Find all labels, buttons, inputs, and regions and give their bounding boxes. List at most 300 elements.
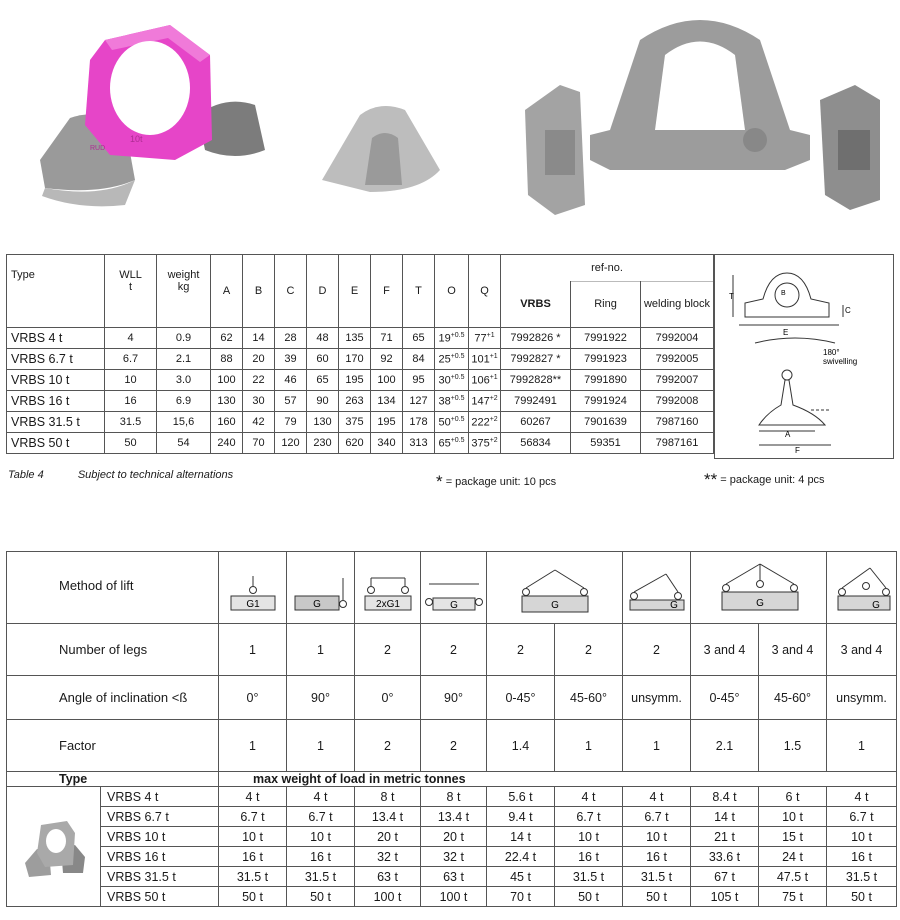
header-t: T bbox=[403, 255, 435, 328]
spec-cell-t: 65 bbox=[403, 328, 435, 349]
spec-cell-c: 39 bbox=[275, 349, 307, 370]
spec-value-q: 101 bbox=[471, 353, 490, 366]
spec-value-q: 106 bbox=[471, 374, 490, 387]
spec-tolerance-q: +1 bbox=[486, 331, 495, 339]
lift-icon-2 bbox=[287, 552, 355, 624]
spec-cell-q bbox=[469, 370, 501, 391]
spec-cell-d: 130 bbox=[307, 412, 339, 433]
load-cell: 10 t bbox=[287, 827, 355, 847]
factor-cell: 2.1 bbox=[691, 720, 759, 772]
load-cell: 10 t bbox=[555, 827, 623, 847]
spec-cell-b: 42 bbox=[243, 412, 275, 433]
load-cell: 31.5 t bbox=[555, 867, 623, 887]
factor-cell: 1 bbox=[827, 720, 897, 772]
load-cell: 4 t bbox=[623, 787, 691, 807]
load-cell: 6.7 t bbox=[287, 807, 355, 827]
factor-cell: 1 bbox=[623, 720, 691, 772]
load-cell: 20 t bbox=[355, 827, 421, 847]
load-cell: 67 t bbox=[691, 867, 759, 887]
lift-icon-3 bbox=[355, 552, 421, 624]
spec-cell-q bbox=[469, 433, 501, 454]
spec-cell-f: 92 bbox=[371, 349, 403, 370]
load-type: VRBS 10 t bbox=[101, 827, 219, 847]
package-note-2 bbox=[704, 470, 825, 490]
spec-vrbs-ref: 60267 bbox=[501, 412, 571, 433]
spec-tolerance-q: +1 bbox=[489, 373, 498, 381]
spec-value-q: 222 bbox=[471, 416, 490, 429]
load-cell: 15 t bbox=[759, 827, 827, 847]
spec-cell-d: 60 bbox=[307, 349, 339, 370]
spec-cell-f: 195 bbox=[371, 412, 403, 433]
angle-label: Angle of inclination <ß bbox=[7, 676, 219, 720]
load-cell: 70 t bbox=[487, 887, 555, 907]
load-cell: 31.5 t bbox=[827, 867, 897, 887]
load-cell: 20 t bbox=[421, 827, 487, 847]
spec-row bbox=[7, 391, 714, 412]
load-cell: 6.7 t bbox=[623, 807, 691, 827]
header-f: F bbox=[371, 255, 403, 328]
header-c: C bbox=[275, 255, 307, 328]
header-ref-no: ref-no. bbox=[501, 255, 714, 282]
spec-ring-ref: 7901639 bbox=[571, 412, 641, 433]
factor-label: Factor bbox=[7, 720, 219, 772]
spec-type: VRBS 10 t bbox=[7, 370, 105, 391]
icon-label: G bbox=[550, 600, 559, 611]
load-cell: 32 t bbox=[421, 847, 487, 867]
spec-cell-e: 375 bbox=[339, 412, 371, 433]
lift-table bbox=[6, 551, 897, 907]
spec-tolerance-o: +0.5 bbox=[450, 394, 465, 402]
spec-cell-b: 20 bbox=[243, 349, 275, 370]
spec-ring-ref: 7991922 bbox=[571, 328, 641, 349]
product-photos bbox=[0, 0, 900, 240]
spec-tolerance-o: +0.5 bbox=[450, 331, 465, 339]
spec-cell-e: 170 bbox=[339, 349, 371, 370]
spec-type: VRBS 31.5 t bbox=[7, 412, 105, 433]
spec-tolerance-o: +0.5 bbox=[450, 436, 465, 444]
spec-cell-weight: 3.0 bbox=[157, 370, 211, 391]
load-cell: 50 t bbox=[287, 887, 355, 907]
legs-cell: 1 bbox=[287, 624, 355, 676]
factor-cell: 1 bbox=[555, 720, 623, 772]
spec-cell-q bbox=[469, 328, 501, 349]
load-cell: 5.6 t bbox=[487, 787, 555, 807]
spec-welding-ref: 7992007 bbox=[641, 370, 714, 391]
load-cell: 14 t bbox=[691, 807, 759, 827]
icon-label: G bbox=[669, 600, 678, 611]
spec-value-o: 65 bbox=[438, 437, 451, 450]
factor-cell: 1.5 bbox=[759, 720, 827, 772]
header-weight bbox=[157, 255, 211, 328]
spec-vrbs-ref: 7992491 bbox=[501, 391, 571, 412]
load-cell: 10 t bbox=[827, 827, 897, 847]
legs-cell: 3 and 4 bbox=[691, 624, 759, 676]
spec-value-o: 30 bbox=[438, 374, 451, 387]
lift-method-diagram bbox=[221, 556, 285, 616]
spec-cell-a: 62 bbox=[211, 328, 243, 349]
star-1-text: = package unit: 10 pcs bbox=[445, 475, 557, 488]
spec-cell-wll: 6.7 bbox=[105, 349, 157, 370]
spec-cell-q bbox=[469, 391, 501, 412]
angle-cell: 0° bbox=[219, 676, 287, 720]
wll-mark: 10t bbox=[130, 134, 143, 144]
load-cell: 50 t bbox=[827, 887, 897, 907]
spec-table-body bbox=[7, 328, 714, 454]
drawing-label-c: C bbox=[845, 306, 851, 315]
icon-label: G bbox=[312, 599, 321, 610]
spec-cell-a: 240 bbox=[211, 433, 243, 454]
spec-cell-e: 620 bbox=[339, 433, 371, 454]
load-row bbox=[7, 867, 897, 887]
spec-ring-ref: 7991890 bbox=[571, 370, 641, 391]
header-wll bbox=[105, 255, 157, 328]
load-cell: 47.5 t bbox=[759, 867, 827, 887]
spec-value-q: 375 bbox=[471, 437, 490, 450]
load-cell: 22.4 t bbox=[487, 847, 555, 867]
header-e: E bbox=[339, 255, 371, 328]
angle-cell: 45-60° bbox=[759, 676, 827, 720]
load-cell: 45 t bbox=[487, 867, 555, 887]
legs-cell: 3 and 4 bbox=[827, 624, 897, 676]
load-cell: 100 t bbox=[421, 887, 487, 907]
load-cell: 105 t bbox=[691, 887, 759, 907]
spec-cell-c: 57 bbox=[275, 391, 307, 412]
vrbs-thumbnail bbox=[7, 787, 101, 907]
welding-block-photo bbox=[322, 106, 440, 192]
spec-tolerance-q: +2 bbox=[489, 436, 498, 444]
star-1: * bbox=[436, 472, 443, 491]
load-cell: 6.7 t bbox=[219, 807, 287, 827]
spec-cell-f: 340 bbox=[371, 433, 403, 454]
load-cell: 63 t bbox=[421, 867, 487, 887]
spec-cell-weight: 2.1 bbox=[157, 349, 211, 370]
load-cell: 16 t bbox=[219, 847, 287, 867]
spec-cell-t: 84 bbox=[403, 349, 435, 370]
load-cell: 21 t bbox=[691, 827, 759, 847]
load-cell: 63 t bbox=[355, 867, 421, 887]
lift-icon-6 bbox=[623, 552, 691, 624]
header-d: D bbox=[307, 255, 339, 328]
lift-icon-1 bbox=[219, 552, 287, 624]
drawing-label-e: E bbox=[783, 328, 789, 337]
load-cell: 31.5 t bbox=[287, 867, 355, 887]
load-type: VRBS 6.7 t bbox=[101, 807, 219, 827]
spec-cell-o bbox=[435, 391, 469, 412]
technical-drawing bbox=[714, 254, 894, 459]
spec-cell-d: 48 bbox=[307, 328, 339, 349]
weight-unit: kg bbox=[177, 281, 190, 293]
spec-type: VRBS 50 t bbox=[7, 433, 105, 454]
spec-vrbs-ref: 7992828** bbox=[501, 370, 571, 391]
spec-cell-o bbox=[435, 412, 469, 433]
spec-cell-a: 100 bbox=[211, 370, 243, 391]
load-cell: 31.5 t bbox=[623, 867, 691, 887]
spec-cell-t: 178 bbox=[403, 412, 435, 433]
load-cell: 16 t bbox=[623, 847, 691, 867]
spec-cell-b: 22 bbox=[243, 370, 275, 391]
spec-cell-weight: 6.9 bbox=[157, 391, 211, 412]
angle-cell: unsymm. bbox=[827, 676, 897, 720]
legs-cell: 1 bbox=[219, 624, 287, 676]
load-type: VRBS 50 t bbox=[101, 887, 219, 907]
load-cell: 13.4 t bbox=[421, 807, 487, 827]
type-label: Type bbox=[7, 772, 219, 787]
star-2-text: = package unit: 4 pcs bbox=[720, 473, 825, 486]
load-row bbox=[7, 787, 897, 807]
load-row bbox=[7, 827, 897, 847]
spec-tolerance-o: +0.5 bbox=[450, 352, 465, 360]
load-cell: 6.7 t bbox=[827, 807, 897, 827]
load-cell: 8 t bbox=[421, 787, 487, 807]
angle-cell: 90° bbox=[287, 676, 355, 720]
spec-tolerance-q: +1 bbox=[489, 352, 498, 360]
load-row bbox=[7, 807, 897, 827]
max-load-label: max weight of load in metric tonnes bbox=[219, 772, 897, 787]
lift-method-diagram bbox=[289, 556, 353, 616]
spec-cell-q bbox=[469, 412, 501, 433]
load-cell: 16 t bbox=[287, 847, 355, 867]
angle-cell: 90° bbox=[421, 676, 487, 720]
spec-cell-d: 90 bbox=[307, 391, 339, 412]
spec-cell-weight: 0.9 bbox=[157, 328, 211, 349]
method-of-lift-label: Method of lift bbox=[7, 552, 219, 624]
load-cell: 100 t bbox=[355, 887, 421, 907]
package-note-1 bbox=[436, 472, 556, 492]
spec-cell-o bbox=[435, 370, 469, 391]
load-cell: 31.5 t bbox=[219, 867, 287, 887]
spec-cell-e: 135 bbox=[339, 328, 371, 349]
spec-cell-d: 230 bbox=[307, 433, 339, 454]
load-cell: 4 t bbox=[827, 787, 897, 807]
legs-cell: 3 and 4 bbox=[759, 624, 827, 676]
spec-cell-wll: 50 bbox=[105, 433, 157, 454]
load-cell: 6.7 t bbox=[555, 807, 623, 827]
load-cell: 16 t bbox=[827, 847, 897, 867]
spec-cell-b: 14 bbox=[243, 328, 275, 349]
spec-vrbs-ref: 7992826 * bbox=[501, 328, 571, 349]
spec-cell-t: 95 bbox=[403, 370, 435, 391]
spec-cell-weight: 54 bbox=[157, 433, 211, 454]
spec-cell-o bbox=[435, 328, 469, 349]
lift-icon-5 bbox=[487, 552, 623, 624]
spec-cell-e: 195 bbox=[339, 370, 371, 391]
spec-welding-ref: 7987161 bbox=[641, 433, 714, 454]
legs-cell: 2 bbox=[487, 624, 555, 676]
spec-tolerance-q: +2 bbox=[489, 415, 498, 423]
spec-cell-t: 127 bbox=[403, 391, 435, 412]
header-type: Type bbox=[7, 255, 105, 328]
lift-icon-8 bbox=[827, 552, 897, 624]
spec-value-q: 147 bbox=[471, 395, 490, 408]
header-ring: Ring bbox=[571, 281, 641, 327]
vrbs-assembled-photo bbox=[40, 25, 265, 206]
spec-cell-wll: 10 bbox=[105, 370, 157, 391]
load-row bbox=[7, 887, 897, 907]
drawing-label-t: T bbox=[729, 292, 734, 301]
load-cell: 4 t bbox=[219, 787, 287, 807]
angle-row bbox=[7, 676, 897, 720]
spec-value-o: 25 bbox=[438, 353, 451, 366]
load-cell: 50 t bbox=[219, 887, 287, 907]
load-cell: 9.4 t bbox=[487, 807, 555, 827]
spec-tolerance-o: +0.5 bbox=[450, 373, 465, 381]
spec-row bbox=[7, 433, 714, 454]
spec-type: VRBS 6.7 t bbox=[7, 349, 105, 370]
load-cell: 10 t bbox=[759, 807, 827, 827]
legs-row bbox=[7, 624, 897, 676]
factor-cell: 1.4 bbox=[487, 720, 555, 772]
spec-cell-c: 120 bbox=[275, 433, 307, 454]
spec-cell-f: 134 bbox=[371, 391, 403, 412]
spec-cell-weight: 15,6 bbox=[157, 412, 211, 433]
lift-method-diagram bbox=[490, 556, 620, 616]
swivel-label-2: swivelling bbox=[823, 357, 858, 366]
spec-ring-ref: 7991923 bbox=[571, 349, 641, 370]
icon-label: 2xG1 bbox=[375, 599, 400, 610]
spec-cell-wll: 31.5 bbox=[105, 412, 157, 433]
spec-cell-e: 263 bbox=[339, 391, 371, 412]
load-row bbox=[7, 847, 897, 867]
lift-method-diagram bbox=[357, 556, 419, 616]
spec-type: VRBS 16 t bbox=[7, 391, 105, 412]
load-cell: 32 t bbox=[355, 847, 421, 867]
spec-cell-t: 313 bbox=[403, 433, 435, 454]
angle-cell: 0-45° bbox=[487, 676, 555, 720]
icon-label: G bbox=[449, 600, 458, 611]
load-cell: 13.4 t bbox=[355, 807, 421, 827]
lift-icon-4 bbox=[421, 552, 487, 624]
load-cell: 10 t bbox=[219, 827, 287, 847]
header-welding-block: welding block bbox=[641, 281, 714, 327]
header-q: Q bbox=[469, 255, 501, 328]
icon-label: G1 bbox=[245, 599, 260, 610]
angle-cell: 45-60° bbox=[555, 676, 623, 720]
load-cell: 75 t bbox=[759, 887, 827, 907]
drawing-label-f: F bbox=[795, 446, 800, 455]
factor-cell: 2 bbox=[355, 720, 421, 772]
lift-method-diagram bbox=[694, 556, 824, 616]
header-b: B bbox=[243, 255, 275, 328]
spec-cell-d: 65 bbox=[307, 370, 339, 391]
spec-cell-b: 70 bbox=[243, 433, 275, 454]
spec-cell-c: 28 bbox=[275, 328, 307, 349]
factor-row bbox=[7, 720, 897, 772]
load-cell: 50 t bbox=[623, 887, 691, 907]
spec-cell-wll: 4 bbox=[105, 328, 157, 349]
load-cell: 14 t bbox=[487, 827, 555, 847]
spec-cell-o bbox=[435, 433, 469, 454]
spec-cell-c: 79 bbox=[275, 412, 307, 433]
spec-value-o: 50 bbox=[438, 416, 451, 429]
vrbs-thumbnail-icon bbox=[19, 805, 89, 885]
spec-value-o: 38 bbox=[438, 395, 451, 408]
spec-type: VRBS 4 t bbox=[7, 328, 105, 349]
spec-cell-o bbox=[435, 349, 469, 370]
table-caption bbox=[8, 469, 233, 481]
spec-cell-a: 160 bbox=[211, 412, 243, 433]
lift-table-body bbox=[7, 787, 897, 907]
legs-cell: 2 bbox=[421, 624, 487, 676]
spec-cell-c: 46 bbox=[275, 370, 307, 391]
ring-and-blocks-photo bbox=[525, 20, 880, 215]
load-cell: 8 t bbox=[355, 787, 421, 807]
icon-label: G bbox=[871, 600, 880, 611]
factor-cell: 2 bbox=[421, 720, 487, 772]
spec-row bbox=[7, 328, 714, 349]
factor-cell: 1 bbox=[287, 720, 355, 772]
spec-row bbox=[7, 349, 714, 370]
load-type: VRBS 16 t bbox=[101, 847, 219, 867]
load-type: VRBS 31.5 t bbox=[101, 867, 219, 887]
spec-tolerance-q: +2 bbox=[489, 394, 498, 402]
spec-cell-a: 130 bbox=[211, 391, 243, 412]
load-type: VRBS 4 t bbox=[101, 787, 219, 807]
spec-tolerance-o: +0.5 bbox=[450, 415, 465, 423]
load-cell: 16 t bbox=[555, 847, 623, 867]
spec-ring-ref: 7991924 bbox=[571, 391, 641, 412]
spec-row bbox=[7, 412, 714, 433]
spec-vrbs-ref: 56834 bbox=[501, 433, 571, 454]
drawing-label-b: B bbox=[781, 290, 786, 297]
spec-cell-a: 88 bbox=[211, 349, 243, 370]
spec-cell-q bbox=[469, 349, 501, 370]
weight-label: weight bbox=[167, 269, 200, 281]
spec-welding-ref: 7987160 bbox=[641, 412, 714, 433]
spec-value-o: 19 bbox=[438, 332, 451, 345]
spec-cell-f: 71 bbox=[371, 328, 403, 349]
drawing-label-a: A bbox=[785, 430, 791, 439]
spec-value-q: 77 bbox=[474, 332, 487, 345]
header-o: O bbox=[435, 255, 469, 328]
spec-welding-ref: 7992005 bbox=[641, 349, 714, 370]
factor-cell: 1 bbox=[219, 720, 287, 772]
star-2: ** bbox=[704, 470, 718, 489]
load-cell: 10 t bbox=[623, 827, 691, 847]
icon-label: G bbox=[755, 598, 764, 609]
table-number: Table 4 bbox=[8, 469, 44, 481]
spec-cell-f: 100 bbox=[371, 370, 403, 391]
load-cell: 6 t bbox=[759, 787, 827, 807]
subject-note: Subject to technical alternations bbox=[77, 469, 234, 481]
spec-welding-ref: 7992008 bbox=[641, 391, 714, 412]
spec-vrbs-ref: 7992827 * bbox=[501, 349, 571, 370]
spec-welding-ref: 7992004 bbox=[641, 328, 714, 349]
lift-icon-7 bbox=[691, 552, 827, 624]
load-cell: 50 t bbox=[555, 887, 623, 907]
angle-cell: 0-45° bbox=[691, 676, 759, 720]
spec-row bbox=[7, 370, 714, 391]
wll-unit: t bbox=[128, 281, 133, 293]
legs-cell: 2 bbox=[623, 624, 691, 676]
header-a: A bbox=[211, 255, 243, 328]
lift-method-diagram bbox=[423, 556, 485, 616]
number-of-legs-label: Number of legs bbox=[7, 624, 219, 676]
load-cell: 4 t bbox=[555, 787, 623, 807]
load-cell: 8.4 t bbox=[691, 787, 759, 807]
angle-cell: 0° bbox=[355, 676, 421, 720]
load-cell: 24 t bbox=[759, 847, 827, 867]
header-vrbs: VRBS bbox=[501, 281, 571, 327]
spec-table bbox=[6, 254, 714, 454]
dimension-drawing bbox=[715, 255, 893, 458]
rud-mark: RUD bbox=[90, 145, 106, 152]
wll-label: WLL bbox=[119, 269, 142, 281]
angle-cell: unsymm. bbox=[623, 676, 691, 720]
legs-cell: 2 bbox=[555, 624, 623, 676]
load-cell: 33.6 t bbox=[691, 847, 759, 867]
lift-method-diagram bbox=[626, 556, 688, 616]
load-cell: 4 t bbox=[287, 787, 355, 807]
